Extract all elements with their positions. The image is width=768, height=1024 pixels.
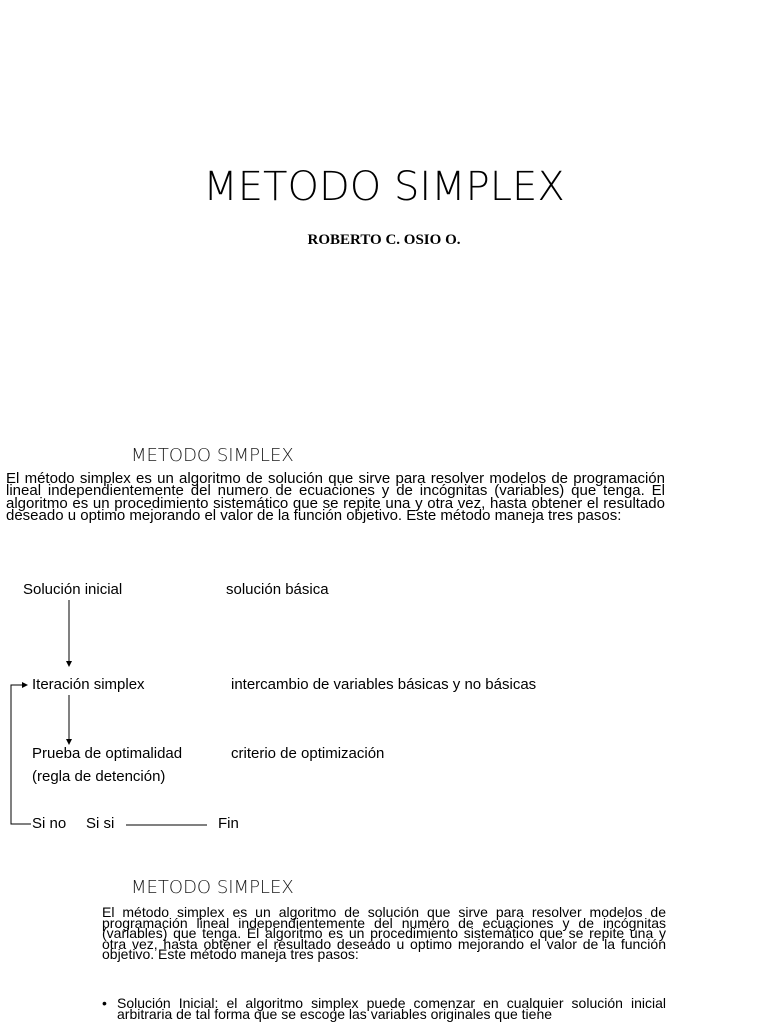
slide1-title: METODO SIMPLEX — [203, 164, 565, 210]
flow-step-regla-detencion: (regla de detención) — [32, 768, 166, 785]
slide3-heading: METODO SIMPLEX — [131, 877, 294, 898]
bullet-text: Solución Inicial: el algoritmo simplex puede comenzar en cualquier solución inicial arbitraria de tal forma que se escoge las variables originales que tiene — [117, 995, 666, 1022]
flow-desc-criterio: criterio de optimización — [231, 745, 385, 762]
flow-label-si-si: Si si — [86, 815, 115, 832]
flow-desc-solucion-basica: solución básica — [226, 581, 329, 598]
slide2-heading: METODO SIMPLEX — [131, 445, 294, 466]
flow-step-iteracion-simplex: Iteración simplex — [32, 676, 145, 693]
slide3-bullet-item — [102, 995, 666, 1022]
slide3-paragraph: El método simplex es un algoritmo de solución que sirve para resolver modelos de programación lineal independientemente del numero de ecuaciones y de incógnitas (variables) que tenga. El algoritmo es un procedimiento sistemático que se repite una y otra vez, hasta obtener el resultado deseado u optimo mejorando el valor de la función objetivo. Este método maneja tres pasos: — [102, 904, 666, 962]
flow-step-solucion-inicial: Solución inicial — [23, 581, 123, 598]
slide1-author: ROBERTO C. OSIO O. — [307, 232, 461, 248]
flow-label-si-no: Si no — [32, 815, 67, 832]
bullet-marker: • — [102, 995, 107, 1011]
flow-label-fin: Fin — [218, 815, 239, 832]
flow-step-prueba-optimalidad: Prueba de optimalidad — [32, 745, 183, 762]
loop-back-line — [11, 685, 31, 824]
slide2-paragraph: El método simplex es un algoritmo de solución que sirve para resolver modelos de programación lineal independientemente del numero de ecuaciones y de incógnitas (variables) que tenga. El algoritmo es un procedimiento sistemático que se repite una y otra vez, hasta obtener el resultado deseado u optimo mejorando el valor de la función objetivo. Este método maneja tres pasos: — [6, 470, 665, 524]
flow-desc-intercambio: intercambio de variables básicas y no básicas — [231, 676, 537, 693]
